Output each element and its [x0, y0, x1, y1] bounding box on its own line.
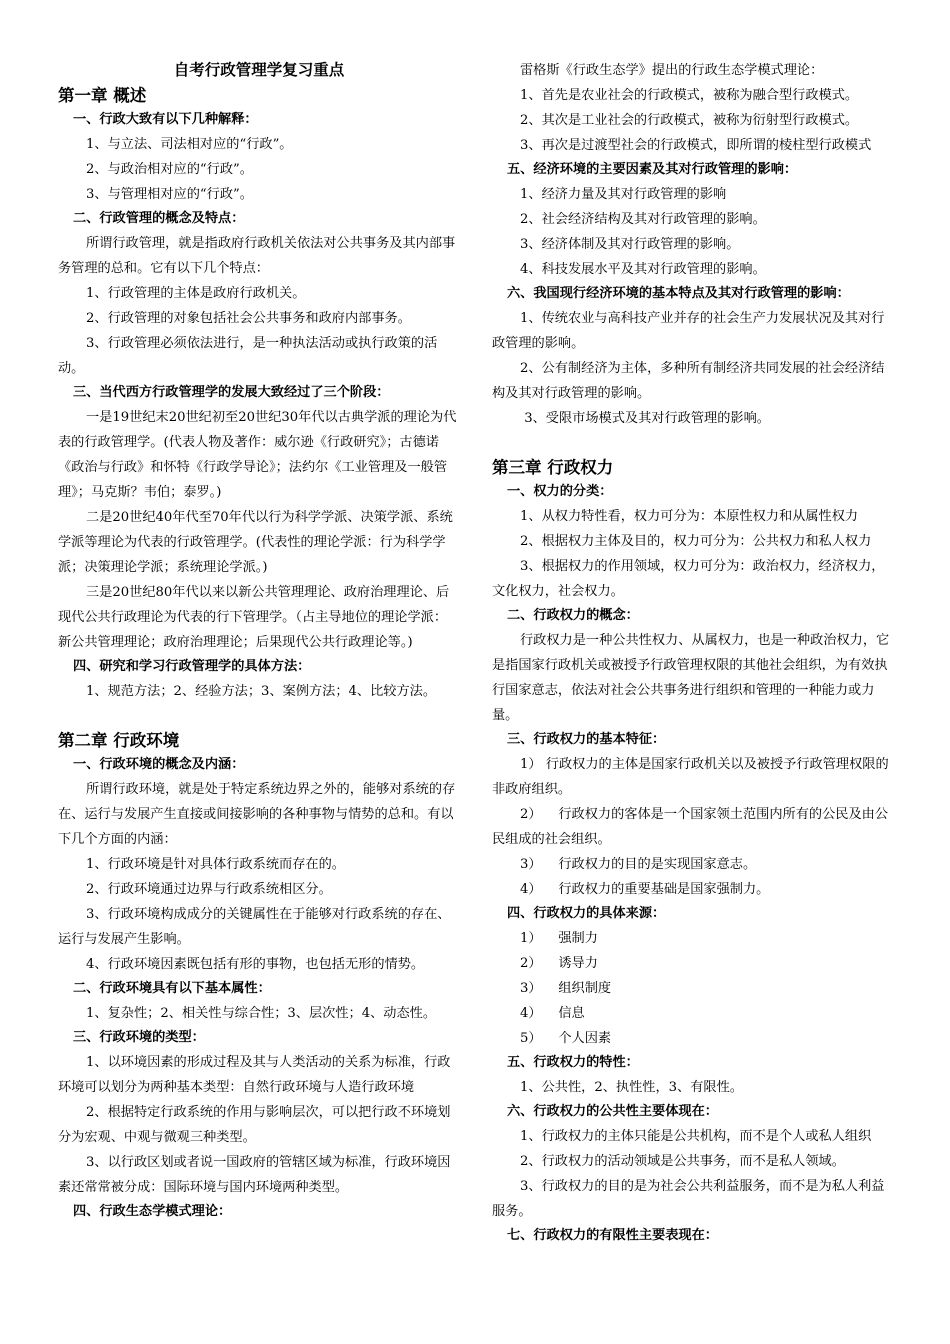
chapter-heading: 第一章 概述 [58, 86, 147, 105]
paragraph: 2） 行政权力的客体是一个国家领土范围内所有的公民及由公民组成的社会组织。 [492, 807, 889, 847]
paragraph: 2、根据特定行政系统的作用与影响层次，可以把行政不环境划分为宏观、中观与微观三种类型。 [58, 1105, 451, 1145]
paragraph: 雷格斯《行政生态学》提出的行政生态学模式理论： [520, 63, 824, 78]
paragraph: 3、行政管理必须依法进行，是一种执法活动或执行政策的活动。 [58, 336, 438, 376]
paragraph: 三是20世纪80年代以来以新公共管理理论、政府治理理论、后现代公共行政理论为代表的行下管理学。（占主导地位的理论学派：新公共管理理论；政府治理理论；后果现代公共行政理论等。) [58, 585, 450, 650]
paragraph: 1、行政环境是针对具体行政系统而存在的。 [86, 857, 345, 872]
paragraph: 4、行政环境因素既包括有形的事物，也包括无形的情势。 [86, 957, 425, 972]
numbered-item: 1） 强制力 [520, 931, 598, 946]
section-heading: 六、我国现行经济环境的基本特点及其对行政管理的影响： [507, 286, 850, 301]
section-heading: 二、行政权力的概念： [507, 608, 639, 623]
numbered-item: 3） 组织制度 [520, 981, 612, 996]
section-heading: 二、行政管理的概念及特点： [73, 211, 245, 226]
paragraph: 2、行政环境通过边界与行政系统相区分。 [86, 882, 332, 897]
paragraph: 行政权力是一种公共性权力、从属权力，也是一种政治权力，它是指国家行政机关或被授予行政管理权限的其他社会组织，为有效执行国家意志，依法对社会公共事务进行组织和管理的一种能力或力量。 [492, 633, 890, 723]
section-heading: 一、行政大致有以下几种解释： [73, 112, 258, 127]
paragraph: 1、与立法、司法相对应的“行政”。 [86, 137, 293, 152]
left-column-body [58, 83, 460, 1224]
section-heading: 四、行政权力的具体来源： [507, 906, 666, 921]
paragraph: 2、与政治相对应的“行政”。 [86, 162, 253, 177]
paragraph: 3） 行政权力的目的是实现国家意志。 [520, 857, 757, 872]
paragraph: 3、与管理相对应的“行政”。 [86, 187, 253, 202]
paragraph: 1） 行政权力的主体是国家行政机关以及被授予行政管理权限的非政府组织。 [492, 757, 889, 797]
paragraph: 二是20世纪40年代至70年代以行为科学学派、决策学派、系统学派等理论为代表的行政管理学。(代表性的理论学派：行为科学学派；决策理论学派；系统理论学派。) [58, 510, 453, 575]
paragraph: 2、行政管理的对象包括社会公共事务和政府内部事务。 [86, 311, 411, 326]
section-heading: 五、经济环境的主要因素及其对行政管理的影响： [507, 162, 798, 177]
chapter-heading: 第三章 行政权力 [492, 458, 614, 477]
paragraph: 2、其次是工业社会的行政模式，被称为衍射型行政模式。 [520, 113, 859, 128]
paragraph: 1、首先是农业社会的行政模式，被称为融合型行政模式。 [520, 88, 859, 103]
paragraph: 3、经济体制及其对行政管理的影响。 [520, 237, 740, 252]
paragraph: 1、公共性，2、执性性，3、有限性。 [520, 1080, 743, 1095]
document-title: 自考行政管理学复习重点 [173, 61, 345, 79]
paragraph: 4） 行政权力的重要基础是国家强制力。 [520, 882, 770, 897]
paragraph: 所谓行政管理，就是指政府行政机关依法对公共事务及其内部事务管理的总和。它有以下几个特点： [58, 236, 456, 276]
paragraph: 1、行政权力的主体只能是公共机构，而不是个人或私人组织 [520, 1129, 872, 1144]
section-heading: 四、行政生态学模式理论： [73, 1204, 232, 1219]
section-heading: 一、权力的分类： [507, 484, 613, 499]
paragraph: 3、行政环境构成成分的关键属性在于能够对行政系统的存在、运行与发展产生影响。 [58, 907, 451, 947]
paragraph: 3、再次是过渡型社会的行政模式，即所谓的棱柱型行政模式 [520, 138, 872, 153]
paragraph: 1、规范方法；2、经验方法；3、案例方法；4、比较方法。 [86, 684, 437, 699]
paragraph: 3、根据权力的作用领域，权力可分为：政治权力，经济权力，文化权力，社会权力。 [492, 559, 885, 599]
section-heading: 五、行政权力的特性： [507, 1055, 639, 1070]
right-column [492, 58, 894, 1248]
section-heading: 三、当代西方行政管理学的发展大致经过了三个阶段： [73, 385, 390, 400]
section-heading: 三、行政权力的基本特征： [507, 732, 666, 747]
chapter-heading: 第二章 行政环境 [58, 731, 180, 750]
paragraph: 一是19世纪末20世纪初至20世纪30年代以古典学派的理论为代表的行政管理学。(代表人物及著作：威尔逊《行政研究》；古德诺《政治与行政》和怀特《行政学导论》；法约尔《工业管理及一般管理》；马克斯？韦伯；泰罗。) [58, 410, 457, 500]
paragraph: 3、受限市场模式及其对行政管理的影响。 [520, 411, 770, 426]
section-heading: 七、行政权力的有限性主要表现在： [507, 1228, 718, 1243]
paragraph: 1、以环境因素的形成过程及其与人类活动的关系为标准，行政环境可以划分为两种基本类型：自然行政环境与人造行政环境 [58, 1055, 451, 1095]
paragraph: 3、行政权力的目的是为社会公共利益服务，而不是为私人利益服务。 [492, 1179, 885, 1219]
paragraph: 1、传统农业与高科技产业并存的社会生产力发展状况及其对行政管理的影响。 [492, 311, 885, 351]
paragraph: 3、以行政区划或者说一国政府的管辖区域为标准，行政环境因素还常常被分成：国际环境与国内环境两种类型。 [58, 1155, 451, 1195]
numbered-item: 4） 信息 [520, 1006, 585, 1021]
paragraph: 所谓行政环境，就是处于特定系统边界之外的，能够对系统的存在、运行与发展产生直接或间接影响的各种事物与情势的总和。有以下几个方面的内涵： [58, 782, 456, 847]
section-heading: 三、行政环境的类型： [73, 1030, 205, 1045]
right-column-body [492, 58, 894, 1248]
paragraph: 2、公有制经济为主体，多种所有制经济共同发展的社会经济结构及其对行政管理的影响。 [492, 361, 885, 401]
numbered-item: 2） 诱导力 [520, 956, 598, 971]
paragraph: 2、行政权力的活动领域是公共事务，而不是私人领域。 [520, 1154, 845, 1169]
section-heading: 四、研究和学习行政管理学的具体方法： [73, 659, 311, 674]
paragraph: 2、根据权力主体及目的，权力可分为：公共权力和私人权力 [520, 534, 872, 549]
section-heading: 一、行政环境的概念及内涵： [73, 757, 245, 772]
section-heading: 六、行政权力的公共性主要体现在： [507, 1104, 718, 1119]
section-heading: 二、行政环境具有以下基本属性： [73, 981, 271, 996]
paragraph: 4、科技发展水平及其对行政管理的影响。 [520, 262, 766, 277]
left-column [58, 58, 460, 1224]
paragraph: 1、行政管理的主体是政府行政机关。 [86, 286, 306, 301]
paragraph: 1、从权力特性看，权力可分为：本原性权力和从属性权力 [520, 509, 859, 524]
paragraph: 1、复杂性；2、相关性与综合性；3、层次性；4、动态性。 [86, 1006, 437, 1021]
numbered-item: 5） 个人因素 [520, 1031, 612, 1046]
paragraph: 2、社会经济结构及其对行政管理的影响。 [520, 212, 766, 227]
paragraph: 1、经济力量及其对行政管理的影响 [520, 187, 727, 202]
